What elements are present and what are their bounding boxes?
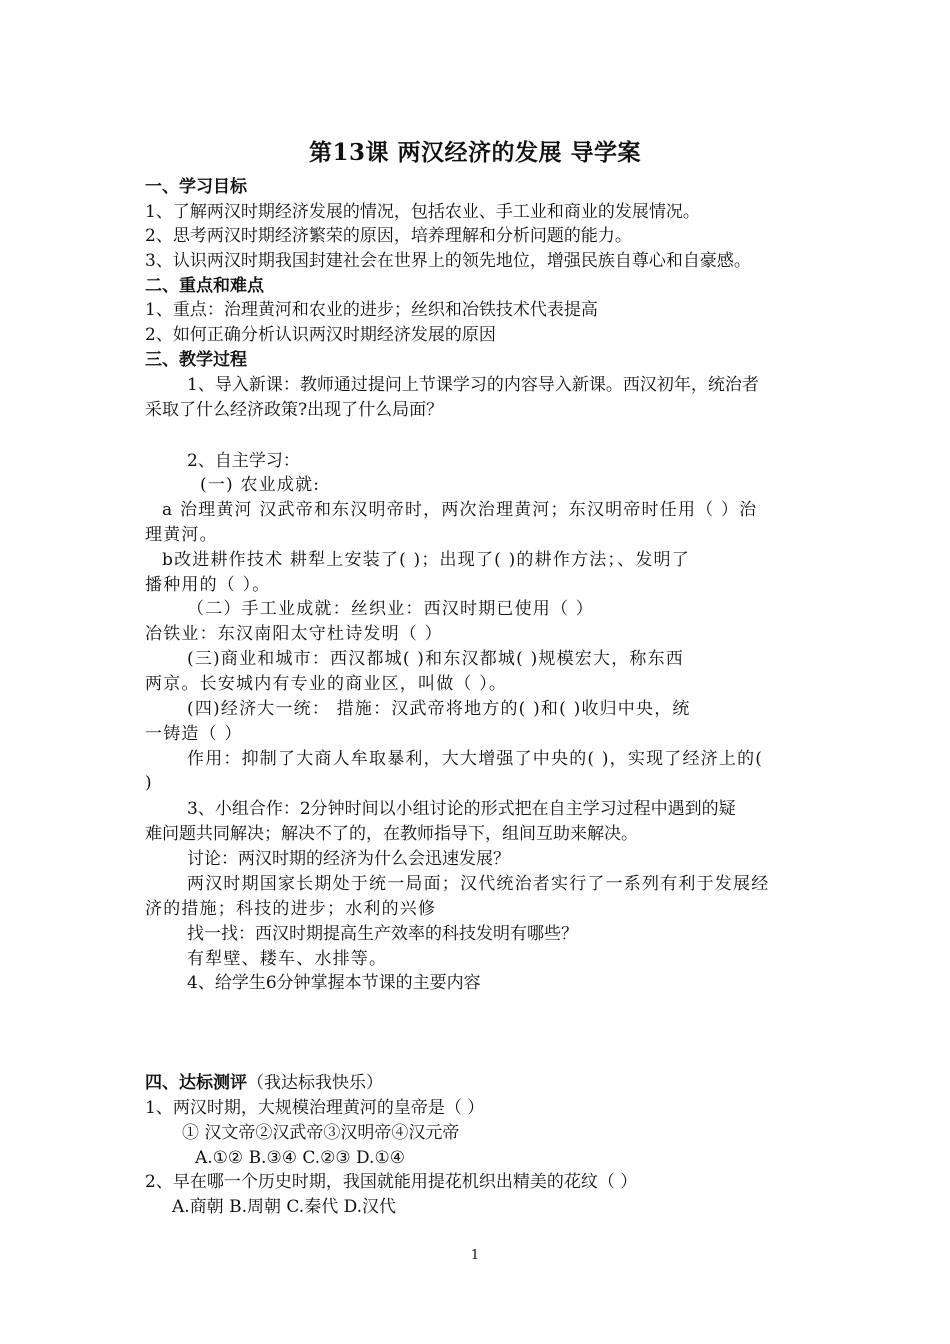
unification-line: (四)经济大一统： 措施：汉武帝将地方的( )和( )收归中央，统 [187,699,691,719]
section-heading-keypoints: 二、重点和难点 [145,276,264,296]
group-work-line: 3、小组合作：2分钟时间以小组讨论的形式把在自主学习过程中遇到的疑 [187,799,736,819]
intro-line: 采取了什么经济政策?出现了什么局面？ [145,400,444,420]
question-1-options: A.①② B.③④ C.②③ D.①④ [195,1148,405,1168]
discussion-answer: 济的措施；科技的进步；水利的兴修 [145,899,437,919]
objective-item: 3、认识两汉时期我国封建社会在世界上的领先地位，增强民族自尊心和自豪感。 [145,251,751,271]
find-answer: 有犁壁、耧车、水排等。 [187,949,388,969]
section-heading-process: 三、教学过程 [145,350,247,370]
commerce-line: 两京。长安城内有专业的商业区，叫做（ ）。 [145,674,508,694]
page-title: 第13课 两汉经济的发展 导学案 [308,139,642,166]
section-heading-test-line [145,1071,383,1095]
discussion-question: 讨论：两汉时期的经济为什么会迅速发展？ [187,849,510,869]
keypoint-item: 2、如何正确分析认识两汉时期经济发展的原因 [145,325,496,345]
objective-item: 2、思考两汉时期经济繁荣的原因，培养理解和分析问题的能力。 [145,226,632,246]
effect-line: ) [145,773,153,793]
agriculture-item-a: a 治理黄河 汉武帝和东汉明帝时，两次治理黄河；东汉明帝时任用（ ）治 [162,500,758,520]
group-work-line: 难问题共同解决；解决不了的，在教师指导下，组间互助来解决。 [145,824,638,844]
effect-line: 作用：抑制了大商人牟取暴利，大大增强了中央的( )，实现了经济上的( [187,749,764,769]
objective-item: 1、了解两汉时期经济发展的情况，包括农业、手工业和商业的发展情况。 [145,202,700,222]
question-2: 2、早在哪一个历史时期，我国就能用提花机织出精美的花纹（ ） [145,1172,638,1192]
handicraft-line: （二）手工业成就：丝织业：西汉时期已使用（ ） [187,599,595,619]
find-question: 找一找：西汉时期提高生产效率的科技发明有哪些？ [187,924,578,944]
agriculture-item-a-cont: 理黄河。 [145,525,218,545]
unification-line: 一铸造（ ） [145,724,243,744]
agriculture-heading: (一) 农业成就: [200,475,321,495]
step-four: 4、给学生6分钟掌握本节课的主要内容 [187,973,481,993]
intro-line: 1、导入新课：教师通过提问上节课学习的内容导入新课。西汉初年，统治者 [187,375,759,395]
keypoint-item: 1、重点：治理黄河和农业的进步；丝织和冶铁技术代表提高 [145,300,598,320]
section-heading-objectives: 一、学习目标 [145,177,247,197]
section-heading-test-sub: （我达标我快乐） [247,1073,383,1093]
discussion-answer: 两汉时期国家长期处于统一局面；汉代统治者实行了一系列有利于发展经 [187,874,770,894]
agriculture-item-b-cont: 播种用的（ ）。 [145,575,271,595]
commerce-line: (三)商业和城市：西汉都城( )和东汉都城( )规模宏大，称东西 [187,649,685,669]
question-2-options: A.商朝 B.周朝 C.秦代 D.汉代 [172,1197,397,1217]
question-1-list: ① 汉文帝②汉武帝③汉明帝④汉元帝 [182,1123,460,1143]
agriculture-item-b: b改进耕作技术 耕犁上安装了( )；出现了( )的耕作方法；、发明了 [162,550,690,570]
section-heading-test: 四、达标测评 [145,1073,247,1093]
handicraft-line: 冶铁业：东汉南阳太守杜诗发明（ ） [145,624,443,644]
self-study-heading: 2、自主学习： [187,451,300,471]
page-number: 1 [470,1248,480,1263]
question-1: 1、两汉时期，大规模治理黄河的皇帝是（ ） [145,1098,485,1118]
